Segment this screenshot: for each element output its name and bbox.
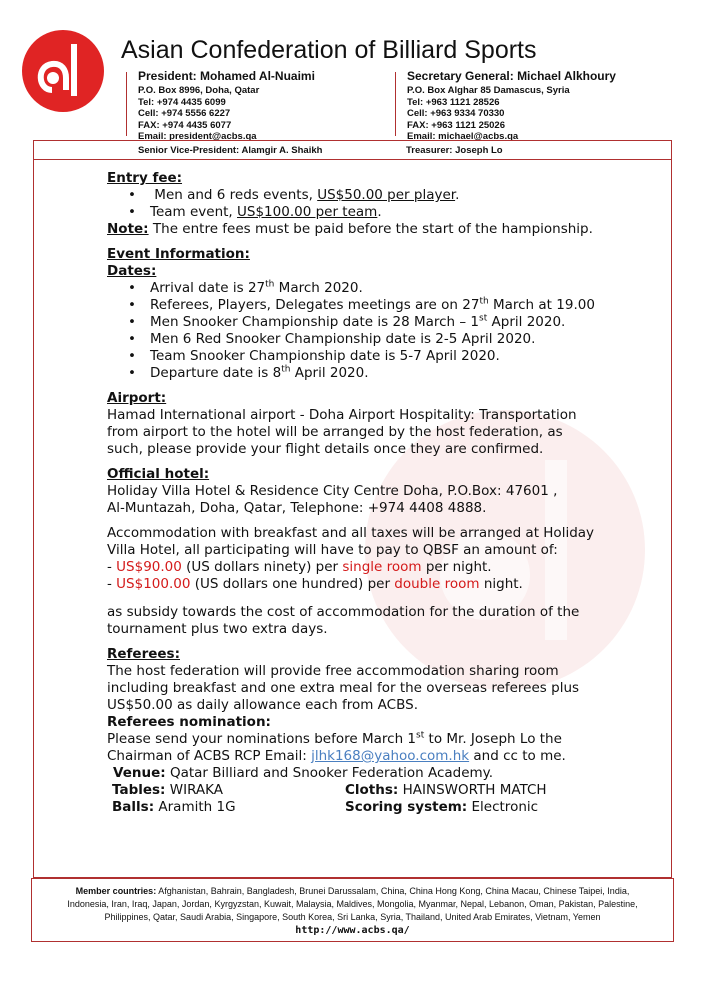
airport-line-1: Hamad International airport - Doha Airport Hospitality: Transportation bbox=[107, 407, 577, 423]
double-price: US$100.00 bbox=[116, 576, 191, 592]
meetings-date-end: March at 19.00 bbox=[488, 297, 595, 313]
footer-line-3: Philippines, Qatar, Saudi Arabia, Singapore, South Korea, Sri Lanka, Syria, Thailand, United Arab Emirates, Vietnam, Yemen bbox=[104, 912, 601, 922]
dates-heading: Dates: bbox=[107, 263, 157, 279]
cloths-cell bbox=[345, 782, 547, 799]
meetings-date: Referees, Players, Delegates meetings are on 27 bbox=[150, 297, 480, 313]
list-item bbox=[150, 280, 647, 297]
ordinal-suffix: st bbox=[416, 730, 425, 741]
secretary-address: P.O. Box Alghar 85 Damascus, Syria bbox=[407, 85, 570, 96]
nomination-chair: Chairman of ACBS RCP Email: bbox=[107, 748, 312, 764]
list-item bbox=[150, 297, 647, 314]
website-link[interactable]: http://www.acbs.qa/ bbox=[295, 925, 410, 936]
airport-line-2: from airport to the hotel will be arranged by the host federation, as bbox=[107, 424, 563, 440]
secretary-contact bbox=[407, 69, 616, 143]
single-price: US$90.00 bbox=[116, 559, 182, 575]
ordinal-suffix: th bbox=[281, 364, 291, 375]
balls-label: Balls: bbox=[112, 799, 155, 815]
president-contact bbox=[138, 69, 315, 143]
dash: - bbox=[107, 559, 117, 575]
president-address: P.O. Box 8996, Doha, Qatar bbox=[138, 85, 260, 96]
president-email: Email: president@acbs.qa bbox=[138, 131, 257, 142]
member-countries-footer bbox=[31, 878, 674, 942]
member-countries-label: Member countries: bbox=[75, 886, 157, 896]
departure-date: Departure date is 8 bbox=[150, 365, 282, 381]
nomination-text: Please send your nominations before March 1 bbox=[107, 731, 417, 747]
tables-label: Tables: bbox=[112, 782, 166, 798]
nomination-text-end: to Mr. Joseph Lo the bbox=[424, 731, 562, 747]
vice-president: Senior Vice-President: Alamgir A. Shaikh bbox=[138, 145, 323, 156]
ordinal-suffix: st bbox=[479, 313, 488, 324]
arrival-date: Arrival date is 27 bbox=[150, 280, 266, 296]
subsidy-line-2: tournament plus two extra days. bbox=[107, 621, 328, 637]
footer-line-1 bbox=[32, 885, 673, 898]
nomination-cc: and cc to me. bbox=[469, 748, 566, 764]
treasurer: Treasurer: Joseph Lo bbox=[406, 145, 503, 156]
double-mid: (US dollars one hundred) per bbox=[190, 576, 395, 592]
subsidy-line-1: as subsidy towards the cost of accommodation for the duration of the bbox=[107, 604, 580, 620]
nomination-email-link[interactable]: jlhk168@yahoo.com.hk bbox=[311, 748, 470, 764]
scoring-cell bbox=[345, 799, 538, 816]
cloths-label: Cloths: bbox=[345, 782, 399, 798]
venue-line bbox=[107, 765, 647, 782]
list-item bbox=[150, 348, 647, 365]
nomination-line-2 bbox=[107, 748, 647, 765]
balls-cell bbox=[112, 799, 345, 816]
arrival-date-end: March 2020. bbox=[274, 280, 363, 296]
secretary-fax: FAX: +963 1121 25026 bbox=[407, 119, 505, 131]
list-item bbox=[150, 314, 647, 331]
single-end: per night. bbox=[421, 559, 492, 575]
officers-bar bbox=[33, 140, 672, 160]
announcement-body bbox=[107, 170, 647, 816]
nomination-line-1 bbox=[107, 731, 647, 748]
secretary-email: Email: michael@acbs.qa bbox=[407, 131, 519, 142]
president-name: President: Mohamed Al-Nuaimi bbox=[138, 69, 315, 83]
six-red-date: Men 6 Red Snooker Championship date is 2-5 April 2020. bbox=[150, 331, 536, 347]
team-snooker-date: Team Snooker Championship date is 5-7 April 2020. bbox=[150, 348, 500, 364]
single-room-label: single room bbox=[342, 559, 422, 575]
tables-value: WIRAKA bbox=[165, 782, 224, 798]
venue-label: Venue: bbox=[113, 765, 166, 781]
men-snooker-date-end: April 2020. bbox=[487, 314, 566, 330]
entry-fee-men-end: . bbox=[455, 187, 460, 203]
hotel-address-2: Al-Muntazah, Doha, Qatar, Telephone: +974 4408 4888. bbox=[107, 500, 487, 516]
balls-value: Aramith 1G bbox=[154, 799, 236, 815]
hotel-heading: Official hotel: bbox=[107, 466, 210, 482]
list-item bbox=[150, 187, 647, 204]
entry-fee-team-amount: US$100.00 per team bbox=[237, 204, 378, 220]
accommodation-line-2: Villa Hotel, all participating will have to pay to QBSF an amount of: bbox=[107, 542, 558, 558]
president-fax: FAX: +974 4435 6077 bbox=[138, 119, 232, 131]
acbs-logo bbox=[22, 30, 104, 112]
airport-heading: Airport: bbox=[107, 390, 167, 406]
organization-title: Asian Confederation of Billiard Sports bbox=[121, 36, 537, 64]
referees-line-1: The host federation will provide free accommodation sharing room bbox=[107, 663, 559, 679]
entry-fee-heading: Entry fee: bbox=[107, 170, 183, 186]
president-cell: Cell: +974 5556 6227 bbox=[138, 108, 231, 119]
ordinal-suffix: th bbox=[265, 279, 275, 290]
event-info-heading: Event Information: bbox=[107, 246, 250, 262]
entry-fee-men-text: Men and 6 reds events, bbox=[154, 187, 318, 203]
double-room-price bbox=[107, 576, 647, 593]
hotel-address-1: Holiday Villa Hotel & Residence City Centre Doha, P.O.Box: 47601 , bbox=[107, 483, 558, 499]
note-label: Note: bbox=[107, 221, 149, 237]
entry-fee-list bbox=[107, 187, 647, 221]
double-room-label: double room bbox=[394, 576, 480, 592]
cloths-value: HAINSWORTH MATCH bbox=[398, 782, 547, 798]
secretary-cell: Cell: +963 9334 70330 bbox=[407, 108, 505, 119]
list-item bbox=[150, 204, 647, 221]
referees-heading: Referees: bbox=[107, 646, 180, 662]
dash: - bbox=[107, 576, 117, 592]
list-item bbox=[150, 331, 647, 348]
tables-cell bbox=[112, 782, 345, 799]
departure-date-end: April 2020. bbox=[290, 365, 369, 381]
president-tel: Tel: +974 4435 6099 bbox=[138, 96, 226, 108]
men-snooker-date: Men Snooker Championship date is 28 March – 1 bbox=[150, 314, 480, 330]
equipment-row-2 bbox=[107, 799, 647, 816]
nomination-heading: Referees nomination: bbox=[107, 714, 271, 730]
entry-fee-team-end: . bbox=[377, 204, 382, 220]
secretary-name: Secretary General: Michael Alkhoury bbox=[407, 69, 616, 83]
accommodation-line-1: Accommodation with breakfast and all taxes will be arranged at Holiday bbox=[107, 525, 595, 541]
scoring-value: Electronic bbox=[467, 799, 539, 815]
equipment-row-1 bbox=[107, 782, 647, 799]
dates-list bbox=[107, 280, 647, 382]
list-item bbox=[150, 365, 647, 382]
secretary-tel: Tel: +963 1121 28526 bbox=[407, 96, 500, 108]
ordinal-suffix: th bbox=[479, 296, 489, 307]
referees-line-2: including breakfast and one extra meal for the overseas referees plus bbox=[107, 680, 580, 696]
entry-fee-men-amount: US$50.00 per player bbox=[317, 187, 456, 203]
footer-line-2: Indonesia, Iran, Iraq, Japan, Jordan, Kyrgyzstan, Kuwait, Malaysia, Maldives, Mongolia, Myanmar, Nepal, Lebanon, Oman, Pakistan, Palestine, bbox=[67, 899, 638, 909]
header-divider-left bbox=[126, 72, 127, 136]
single-room-price bbox=[107, 559, 647, 576]
scoring-label: Scoring system: bbox=[345, 799, 468, 815]
referees-line-3: US$50.00 as daily allowance each from ACBS. bbox=[107, 697, 418, 713]
note-text: The entre fees must be paid before the start of the hampionship. bbox=[148, 221, 593, 237]
double-end: night. bbox=[479, 576, 523, 592]
entry-fee-team-text: Team event, bbox=[150, 204, 238, 220]
header-divider-mid bbox=[395, 72, 396, 136]
venue-value: Qatar Billiard and Snooker Federation Academy. bbox=[165, 765, 494, 781]
single-mid: (US dollars ninety) per bbox=[181, 559, 343, 575]
countries-part-1: Afghanistan, Bahrain, Bangladesh, Brunei Darussalam, China, China Hong Kong, China Macau, Chinese Taipei, India, bbox=[156, 886, 630, 896]
airport-line-3: such, please provide your flight details once they are confirmed. bbox=[107, 441, 544, 457]
entry-fee-note bbox=[107, 221, 647, 238]
